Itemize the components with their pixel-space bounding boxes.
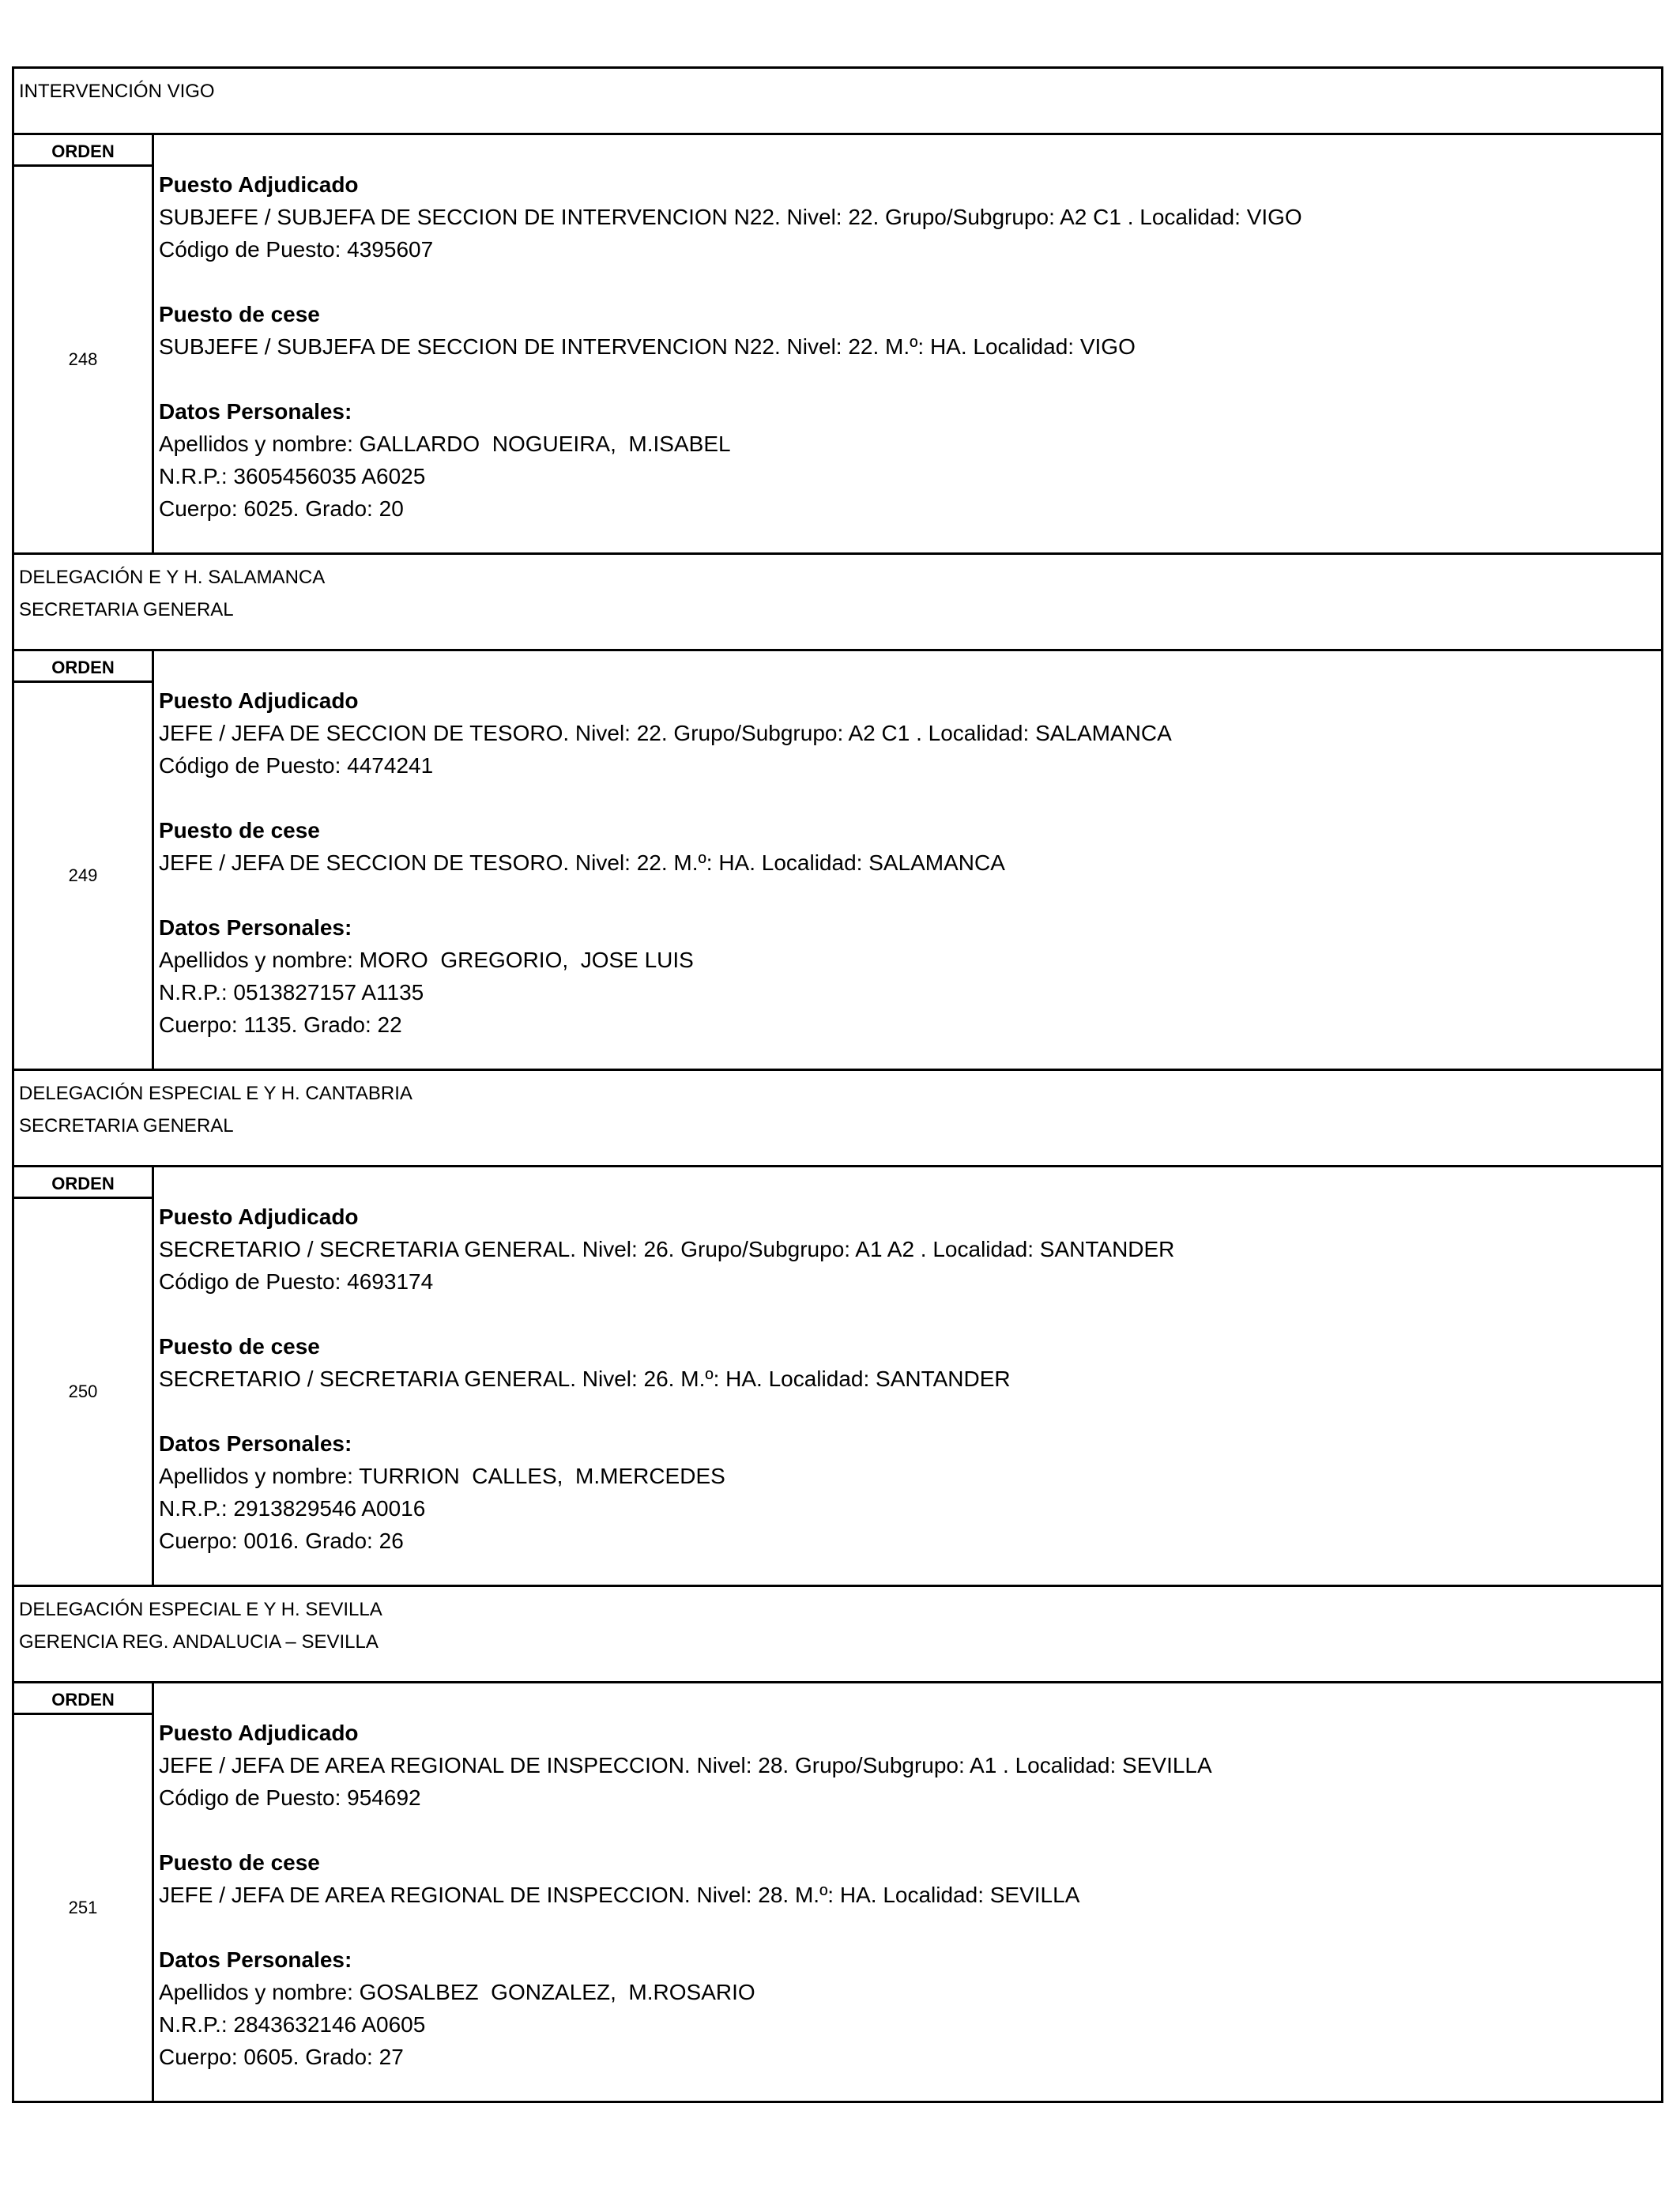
orden-label: ORDEN: [14, 135, 152, 167]
record-content: [154, 651, 1661, 1069]
puesto-adjudicado-text: SUBJEFE / SUBJEFA DE SECCION DE INTERVENCION N22. Nivel: 22. Grupo/Subgrupo: A2 C1 . Localidad: VIGO: [159, 205, 1302, 229]
record-content: [154, 1167, 1661, 1585]
record-row: [14, 651, 1661, 1071]
puesto-cese-text: SUBJEFE / SUBJEFA DE SECCION DE INTERVENCION N22. Nivel: 22. M.º: HA. Localidad: VIGO: [159, 334, 1136, 359]
puesto-cese-heading: Puesto de cese: [159, 818, 320, 843]
codigo-puesto: Código de Puesto: 4395607: [159, 237, 434, 262]
cuerpo-grado: Cuerpo: 0016. Grado: 26: [159, 1529, 404, 1553]
puesto-adjudicado-text: JEFE / JEFA DE SECCION DE TESORO. Nivel: 22. Grupo/Subgrupo: A2 C1 . Localidad: SALAMANCA: [159, 721, 1172, 745]
cuerpo-grado: Cuerpo: 1135. Grado: 22: [159, 1012, 402, 1037]
org-line: INTERVENCIÓN VIGO: [19, 81, 215, 102]
puesto-cese-heading: Puesto de cese: [159, 1334, 320, 1359]
org-line: DELEGACIÓN ESPECIAL E Y H. CANTABRIA: [19, 1083, 412, 1104]
apellidos-nombre: Apellidos y nombre: TURRION CALLES, M.MERCEDES: [159, 1464, 725, 1488]
puesto-cese-text: JEFE / JEFA DE SECCION DE TESORO. Nivel: 22. M.º: HA. Localidad: SALAMANCA: [159, 850, 1005, 875]
orden-number: 251: [68, 1898, 98, 1917]
cuerpo-grado: Cuerpo: 0605. Grado: 27: [159, 2045, 404, 2069]
cuerpo-grado: Cuerpo: 6025. Grado: 20: [159, 496, 404, 521]
puesto-cese-heading: Puesto de cese: [159, 1850, 320, 1875]
datos-personales-heading: Datos Personales:: [159, 1947, 352, 1972]
org-line: SECRETARIA GENERAL: [19, 599, 234, 620]
apellidos-nombre: Apellidos y nombre: MORO GREGORIO, JOSE LUIS: [159, 948, 694, 972]
orden-number: 250: [68, 1382, 98, 1401]
org-header: [14, 69, 1661, 135]
nrp: N.R.P.: 0513827157 A1135: [159, 980, 424, 1005]
puesto-cese-heading: Puesto de cese: [159, 302, 320, 326]
org-line: GERENCIA REG. ANDALUCIA – SEVILLA: [19, 1631, 379, 1653]
org-header: [14, 555, 1661, 651]
puesto-adjudicado-heading: Puesto Adjudicado: [159, 1204, 359, 1229]
record-row: [14, 135, 1661, 555]
orden-column: [14, 1683, 154, 2101]
puesto-cese-text: SECRETARIO / SECRETARIA GENERAL. Nivel: 26. M.º: HA. Localidad: SANTANDER: [159, 1367, 1011, 1391]
orden-number: 249: [68, 865, 98, 885]
org-line: DELEGACIÓN ESPECIAL E Y H. SEVILLA: [19, 1599, 382, 1620]
record-content: [154, 1683, 1661, 2101]
datos-personales-heading: Datos Personales:: [159, 399, 352, 424]
codigo-puesto: Código de Puesto: 4693174: [159, 1269, 434, 1294]
codigo-puesto: Código de Puesto: 4474241: [159, 753, 434, 778]
document-table: [12, 66, 1663, 2103]
record-content: [154, 135, 1661, 552]
puesto-adjudicado-text: SECRETARIO / SECRETARIA GENERAL. Nivel: 26. Grupo/Subgrupo: A1 A2 . Localidad: SANTANDER: [159, 1237, 1175, 1261]
datos-personales-heading: Datos Personales:: [159, 1431, 352, 1456]
apellidos-nombre: Apellidos y nombre: GOSALBEZ GONZALEZ, M.ROSARIO: [159, 1980, 755, 2004]
nrp: N.R.P.: 2843632146 A0605: [159, 2012, 426, 2037]
orden-column: [14, 651, 154, 1069]
puesto-adjudicado-heading: Puesto Adjudicado: [159, 688, 359, 713]
orden-column: [14, 135, 154, 552]
codigo-puesto: Código de Puesto: 954692: [159, 1785, 421, 1810]
puesto-cese-text: JEFE / JEFA DE AREA REGIONAL DE INSPECCION. Nivel: 28. M.º: HA. Localidad: SEVILLA: [159, 1883, 1080, 1907]
orden-label: ORDEN: [14, 1683, 152, 1715]
org-line: DELEGACIÓN E Y H. SALAMANCA: [19, 567, 326, 588]
puesto-adjudicado-heading: Puesto Adjudicado: [159, 1721, 359, 1745]
orden-column: [14, 1167, 154, 1585]
apellidos-nombre: Apellidos y nombre: GALLARDO NOGUEIRA, M.ISABEL: [159, 432, 731, 456]
orden-label: ORDEN: [14, 1167, 152, 1199]
orden-label: ORDEN: [14, 651, 152, 683]
puesto-adjudicado-text: JEFE / JEFA DE AREA REGIONAL DE INSPECCION. Nivel: 28. Grupo/Subgrupo: A1 . Localidad: SEVILLA: [159, 1753, 1212, 1777]
org-header: [14, 1071, 1661, 1167]
nrp: N.R.P.: 2913829546 A0016: [159, 1496, 426, 1521]
nrp: N.R.P.: 3605456035 A6025: [159, 464, 426, 488]
puesto-adjudicado-heading: Puesto Adjudicado: [159, 172, 359, 197]
orden-number: 248: [68, 349, 98, 369]
datos-personales-heading: Datos Personales:: [159, 915, 352, 940]
org-header: [14, 1587, 1661, 1683]
record-row: [14, 1683, 1661, 2101]
org-line: SECRETARIA GENERAL: [19, 1115, 234, 1137]
record-row: [14, 1167, 1661, 1587]
